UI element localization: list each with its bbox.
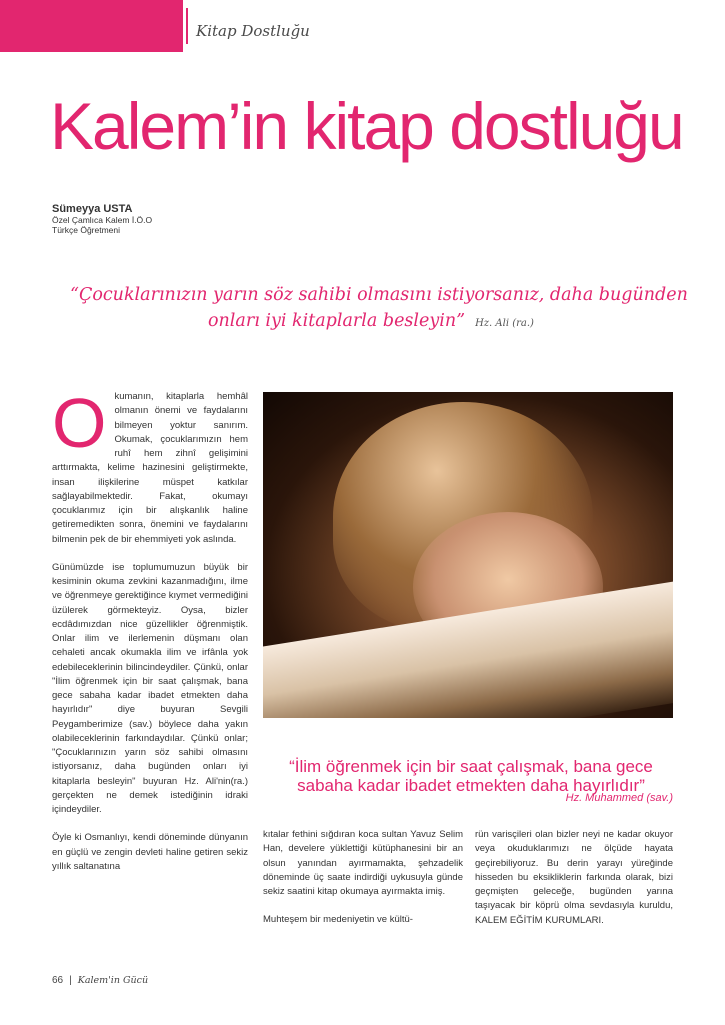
paragraph-text: kumanın, kitaplarla hemhâl olmanın önemi ve faydalarını bilmeyen yoktur sanırım. Okumak, çocuklarımızın hem ruhî hem zihnî gelişimini arttırmakta, kelime hazinesini geliştirmekte, insan ilişkilerine müspet katkılar sağlayabilmektedir. Fakat, okumayı çocuklarımız için bir alışkanlık haline getiremedikten sonra, önemini ve faydalarını bilmenin pek de bir ehemmiyeti yok aslında. bbox=[52, 391, 248, 545]
magazine-name: Kalem'in Gücü bbox=[77, 975, 149, 986]
author-name: Sümeyya USTA bbox=[52, 203, 133, 215]
paragraph: kıtalar fethini sığdıran koca sultan Yavuz Selim Han, develere yüklettiği kütüphanesini bir an olsun yanından ayırmamakta, şehzadelik döneminde üç saate indirdiği uykusuyla günde sekiz saatini kitap okumaya ayırmakta imiş. bbox=[263, 829, 463, 897]
drop-cap: O bbox=[52, 384, 107, 462]
epigraph-line-2-text: onları iyi kitaplarla besleyin” bbox=[208, 311, 466, 331]
author-affiliation: Özel Çamlıca Kalem İ.Ö.O bbox=[52, 215, 153, 225]
paragraph: rün varisçileri olan bizler neyi ne kadar okuyor veya okuduklarımızı ne ölçüde hayata geçirebiliyoruz. Bu derin yarayı yüreğinde hisseden bu eksikliklerin farkında olarak, bizi geçmişten geleceğe, bugünden yarına taşıyacak bir köprü olma sevdasıyla kuruldu, KALEM EĞİTİM KURUMLARI. bbox=[475, 829, 673, 926]
paragraph bbox=[52, 384, 248, 547]
footer-separator: | bbox=[69, 975, 72, 986]
paragraph: Günümüzde ise toplumumuzun büyük bir kesiminin okuma zevkini kazanmadığını, ilme ve öğrenmeye gerektiğince kıymet vermediğini üzülerek görmekteyiz. Oysa, bizler ecdâdımızdan nice güzellikler öğrenmiştik. Onlar ilim ve ilerlemenin düşmanı olan cehaleti ancak okumakla ilim ve irfânla yok edebileceklerinin bilincindeydiler. Çünkü, onlar "İlim öğrenmek için bir saat çalışmak, bana gece sabaha kadar ibadet etmekten daha hayırlıdır" diye buyuran Sevgili Peygamberimize (sav.) böylece daha yakın olabileceklerinin farkındaydılar. Çünkü onlar; "Çocuklarınızın yarın söz sahibi olmasını istiyorsanız, daha bugünden onları iyi kitaplarla besleyin" buyuran Hz. Ali'nin(ra.) gerçekten ne demek istediğinin idraki içindeydiler. bbox=[52, 561, 248, 815]
paragraph: Öyle ki Osmanlıyı, kendi döneminde dünyanın en güçlü ve zengin devleti haline getiren sekiz yıllık saltanatına bbox=[52, 832, 248, 872]
author-block bbox=[52, 204, 152, 235]
page-number: 66 bbox=[52, 975, 64, 986]
epigraph-line-1: “Çocuklarınızın yarın söz sahibi olmasını istiyorsanız, daha bugünden bbox=[70, 285, 688, 305]
epigraph bbox=[70, 282, 688, 337]
article-column-2 bbox=[263, 828, 463, 942]
epigraph-attribution: Hz. Ali (ra.) bbox=[475, 318, 534, 329]
header-divider bbox=[186, 8, 188, 44]
page-footer bbox=[52, 975, 148, 986]
section-title: Kitap Dostluğu bbox=[196, 22, 310, 40]
paragraph: Muhteşem bir medeniyetin ve kültü- bbox=[263, 914, 413, 926]
article-column-1 bbox=[52, 384, 248, 888]
girl-reading-photo bbox=[263, 392, 673, 718]
article-title: Kalem’in kitap dostluğu bbox=[50, 89, 683, 163]
author-role: Türkçe Öğretmeni bbox=[52, 225, 121, 235]
article-column-3 bbox=[475, 828, 673, 942]
epigraph-line-2 bbox=[70, 308, 670, 337]
pull-quote-attribution: Hz. Muhammed (sav.) bbox=[565, 792, 673, 804]
pull-quote: “İlim öğrenmek için bir saat çalışmak, bana gece sabaha kadar ibadet etmekten daha hayırlıdır” bbox=[289, 757, 653, 795]
header-color-bar bbox=[0, 0, 183, 52]
